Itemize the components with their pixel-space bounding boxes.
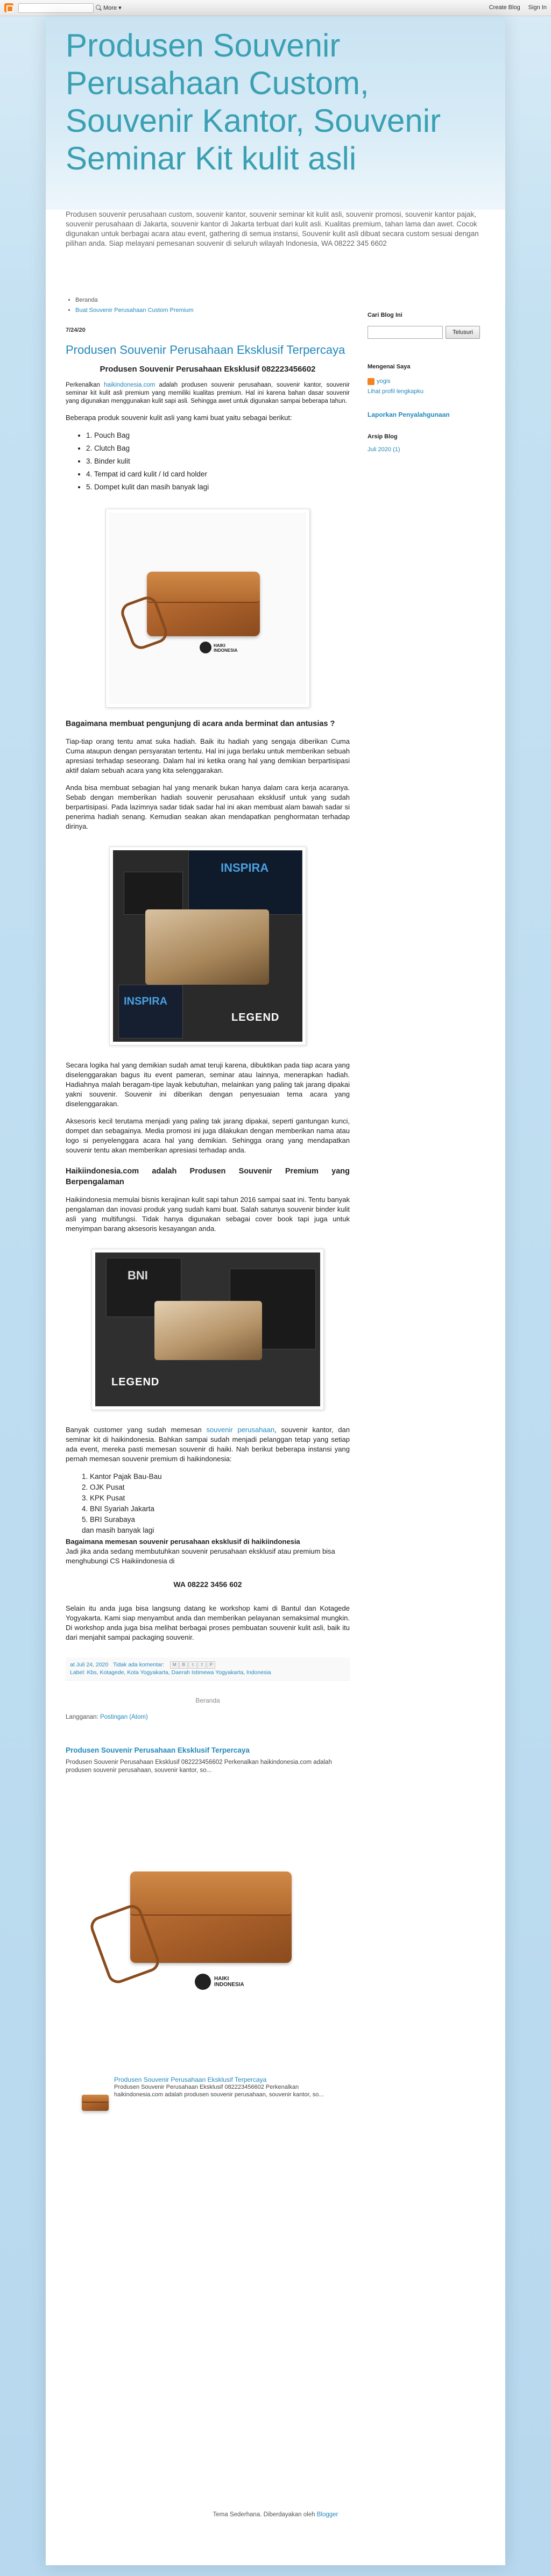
- popular-post-thumbnail[interactable]: [76, 2081, 115, 2120]
- blogger-logo-icon[interactable]: [4, 3, 13, 12]
- paragraph: Secara logika hal yang demikian sudah amat teruji karena, dibuktikan pada tiap acara yang diselenggarakan bagus itu event pameran, seminar atau lainnya, menerapkan hadiah. Hadiahnya malah beragam-tipe layak kebutuhan, melainkan yang paling tak jarang dipakai yakni souvenir. Souvenir ini diberikan dengan penyesuaian tema acara yang diselenggarakan.: [66, 1061, 350, 1108]
- page-container: [46, 16, 505, 2565]
- popular-post-item[interactable]: [66, 2076, 350, 2124]
- facebook-share-icon[interactable]: f: [197, 1661, 206, 1669]
- atom-feed-link[interactable]: Postingan (Atom): [100, 1714, 148, 1721]
- section-heading: Haikiindonesia.com adalah Produsen Souvenir Premium yang Berpengalaman: [66, 1167, 350, 1186]
- breadcrumb: [66, 296, 350, 315]
- navbar-right-links: [483, 4, 547, 11]
- list-item: • 4. Tempat id card kulit / Id card holder: [86, 468, 350, 481]
- blogger-navbar: [0, 0, 551, 16]
- souvenir-perusahaan-link[interactable]: souvenir perusahaan: [206, 1426, 275, 1434]
- intro-paragraph: Perkenalkan haikindonesia.com adalah produsen souvenir perusahaan, souvenir kantor, souvenir seminar kit kulit asli premium yang memiliki kualitas premium. Hal ini karena bahan dasar souvenir yang digunakan menggunakan kulit sapi asli. Sehingga awet untuk digunakan sampai beberapa tahun.: [66, 382, 350, 404]
- list-item: 1. Kantor Pajak Bau-Bau: [82, 1472, 162, 1481]
- bni-brand-text: BNI: [128, 1269, 148, 1282]
- legend-badge: LEGEND: [111, 1376, 160, 1388]
- post-body: [66, 365, 350, 1642]
- archive-widget-title: Arsip Blog: [368, 433, 398, 440]
- report-abuse-link[interactable]: Laporkan Penyalahgunaan: [368, 411, 450, 418]
- paragraph: Banyak customer yang sudah memesan souvenir perusahaan, souvenir kantor, dan seminar kit di haikindonesia. Bahkan sampai sudah menjadi pelanggan tetap yang setiap ada event, mereka pasti memesan souvenir di haiki. Nah berikut beberapa instansi yang pernah memesan souvenir premium di haikindonesia:: [66, 1426, 350, 1463]
- share-buttons: [170, 1661, 216, 1669]
- twitter-share-icon[interactable]: t: [188, 1661, 197, 1669]
- paragraph: Selain itu anda juga bisa langsung datang ke workshop kami di Bantul dan Kotagede Yogyakarta. Kami siap menyambut anda dan memberikan pelayanan semaksimal mungkin. Di workshop anda juga bisa melihat berbagai proses pembuatan souvenir kulit asli, baik itu dari menjahit sampai packaging souvenir.: [66, 1604, 350, 1641]
- featured-post-title[interactable]: Produsen Souvenir Perusahaan Eksklusif Terpercaya: [66, 1746, 250, 1755]
- closing-heading: Bagaimana memesan souvenir perusahaan eksklusif di haikiindonesia: [66, 1538, 300, 1546]
- popular-post-text: [114, 2076, 329, 2098]
- post-footer: [66, 1657, 350, 1681]
- post-timestamp[interactable]: at Juli 24, 2020: [70, 1661, 109, 1668]
- search-widget: [368, 326, 483, 340]
- search-button[interactable]: Telusuri: [446, 326, 480, 339]
- legend-badge: LEGEND: [231, 1012, 280, 1023]
- list-item: • 2. Clutch Bag: [86, 442, 350, 455]
- popular-post-snippet: Produsen Souvenir Perusahaan Eksklusif 082223456602 Perkenalkan haikindonesia.com adalah produsen souvenir perusahaan, souvenir kantor, so...: [114, 2084, 324, 2098]
- inspira-brand-text-2: INSPIRA: [124, 995, 168, 1007]
- haikindonesia-link[interactable]: haikindonesia.com: [104, 382, 156, 388]
- about-widget-title: Mengenai Saya: [368, 364, 411, 370]
- paragraph: Haikiindonesia memulai bisnis kerajinan kulit sapi tahun 2016 sampai saat ini. Tentu banyak pengalaman dan inovasi produk yang sudah kami buat. Salah satunya souvenir binder kulit asli yang multifungsi. Tidak hanya digunakan sebagai cover book tapi juga untuk menyimpan barang aksesoris kesayangan anda.: [66, 1196, 350, 1233]
- email-share-icon[interactable]: M: [170, 1661, 179, 1669]
- paragraph: Tiap-tiap orang tentu amat suka hadiah. Baik itu hadiah yang sengaja diberikan Cuma Cuma ataupun dengan persyaratan tertentu. Hal ini juga berlaku untuk memberikan sebuah apresiasi terhadap seseorang. Dalam hal ini ketika orang hal yang demikian berpartisipasi aktif dalam sebuah acara yang kita selenggarakan.: [66, 737, 350, 774]
- list-item: • 3. Binder kulit: [86, 455, 350, 468]
- breadcrumb-post[interactable]: • Buat Souvenir Perusahaan Custom Premium: [75, 306, 350, 315]
- post-labels[interactable]: Label: Kbs, Kotagede, Kota Yogyakarta, Daerah Istimewa Yogyakarta, Indonesia: [70, 1669, 271, 1676]
- product-image-bni[interactable]: [91, 1249, 324, 1410]
- comment-link[interactable]: Tidak ada komentar:: [112, 1661, 165, 1668]
- main-column: [66, 296, 350, 2124]
- blogger-profile-icon: [368, 378, 375, 385]
- pinterest-share-icon[interactable]: P: [207, 1661, 215, 1669]
- inspira-brand-text: INSPIRA: [221, 861, 269, 874]
- list-item: 5. BRI Surabaya: [82, 1515, 136, 1524]
- blog-share-icon[interactable]: B: [179, 1661, 188, 1669]
- list-item: dan masih banyak lagi: [82, 1526, 154, 1534]
- featured-post-snippet: Produsen Souvenir Perusahaan Eksklusif 082223456602 Perkenalkan haikindonesia.com adalah produsen souvenir perusahaan, souvenir kantor, so...: [66, 1759, 332, 1774]
- paragraph: Anda bisa membuat sebagian hal yang menarik bukan hanya dalam cara kerja acaranya. Sebab dengan memberikan hadiah souvenir perusahaan eksklusif untuk yang sudah berpartisipasi. Pada lazimnya sadar tidak sadar hal ini akan membuat alam bawah sadar si penerima hadiah senang. Kemudian seakan akan mendapatkan penghormatan terhadap dirinya.: [66, 784, 350, 830]
- page-footer: Tema Sederhana. Diberdayakan oleh Blogger: [213, 2511, 338, 2518]
- subscribe-line: Langganan: Postingan (Atom): [66, 1714, 148, 1721]
- post-title[interactable]: Produsen Souvenir Perusahaan Eksklusif Terpercaya: [66, 343, 345, 357]
- blog-description: Produsen souvenir perusahaan custom, souvenir kantor, souvenir seminar kit kulit asli, souvenir promosi, souvenir kantor pajak, souvenir perusahaan di Jakarta, souvenir kantor di Jakarta terbuat dari kulit asli. Kualitas premium, tahan lama dan awet. Cocok digunakan untuk berbagai acara atau event, gathering di semua instansi, Souvenir kulit asli dibuat secara custom sesuai dengan pilihan anda. Siap melayani pemesanan souvenir di seluruh wilayah Indonesia, WA 08222 345 6602: [66, 210, 479, 247]
- post-subtitle: Produsen Souvenir Perusahaan Eksklusif 082223456602: [100, 365, 316, 374]
- profile-name-link[interactable]: yogis: [377, 378, 391, 385]
- haiki-logo-text: HAIKI INDONESIA: [214, 1976, 244, 1988]
- product-list: [66, 429, 350, 494]
- create-blog-link[interactable]: Create Blog: [489, 4, 520, 11]
- blog-header: [46, 16, 505, 210]
- product-image-inspira[interactable]: [109, 846, 306, 1045]
- list-item: • 5. Dompet kulit dan masih banyak lagi: [86, 481, 350, 494]
- search-widget-title: Cari Blog Ini: [368, 312, 402, 318]
- search-input[interactable]: [368, 326, 443, 339]
- featured-post-image[interactable]: [66, 1796, 350, 2054]
- blogger-link[interactable]: Blogger: [316, 2511, 338, 2518]
- navbar-search-input[interactable]: [18, 3, 94, 13]
- list-item: 3. KPK Pusat: [82, 1494, 125, 1502]
- archive-item[interactable]: Juli 2020 (1): [368, 446, 400, 453]
- more-menu-button[interactable]: More ▾: [103, 5, 122, 11]
- whatsapp-number: WA 08222 3456 602: [173, 1580, 242, 1589]
- blog-title[interactable]: Produsen Souvenir Perusahaan Custom, Souvenir Kantor, Souvenir Seminar Kit kulit asli: [66, 27, 441, 176]
- haiki-logo-text: HAIKI INDONESIA: [214, 643, 238, 653]
- profile-full-link[interactable]: Lihat profil lengkapku: [368, 388, 423, 395]
- list-intro: Beberapa produk souvenir kulit asli yang kami buat yaitu sebagai berikut:: [66, 414, 292, 422]
- breadcrumb-home[interactable]: • Beranda: [75, 296, 350, 305]
- list-item: 4. BNI Syariah Jakarta: [82, 1505, 155, 1513]
- date-header: 7/24/20: [66, 327, 86, 333]
- list-item: • 1. Pouch Bag: [86, 429, 350, 442]
- sign-in-link[interactable]: Sign In: [528, 4, 547, 11]
- home-link[interactable]: Beranda: [195, 1697, 220, 1705]
- popular-post-title[interactable]: Produsen Souvenir Perusahaan Eksklusif Terpercaya: [114, 2076, 267, 2084]
- list-item: 2. OJK Pusat: [82, 1483, 125, 1491]
- paragraph: Aksesoris kecil terutama menjadi yang paling tak jarang dipakai, seperti gantungan kunci, dompet dan sebagainya. Media promosi ini juga dilakukan dengan memberikan nama atau logo si penyelenggara acara hal yang demikian. Sehingga orang yang mendapatkan souvenir tentu akan memberikan apresiasi terhadap anda.: [66, 1117, 350, 1154]
- profile-widget: [368, 378, 483, 396]
- search-icon[interactable]: [95, 3, 102, 13]
- section-heading: Bagaimana membuat pengunjung di acara anda berminat dan antusias ?: [66, 720, 335, 728]
- client-list: [66, 1471, 350, 1536]
- product-image-clutch[interactable]: [105, 509, 310, 708]
- sidebar: [368, 312, 483, 453]
- closing-text: Jadi jika anda sedang membutuhkan souvenir perusahaan eksklusif atau premium bisa menghubungi CS Haikiindonesia di: [66, 1547, 335, 1565]
